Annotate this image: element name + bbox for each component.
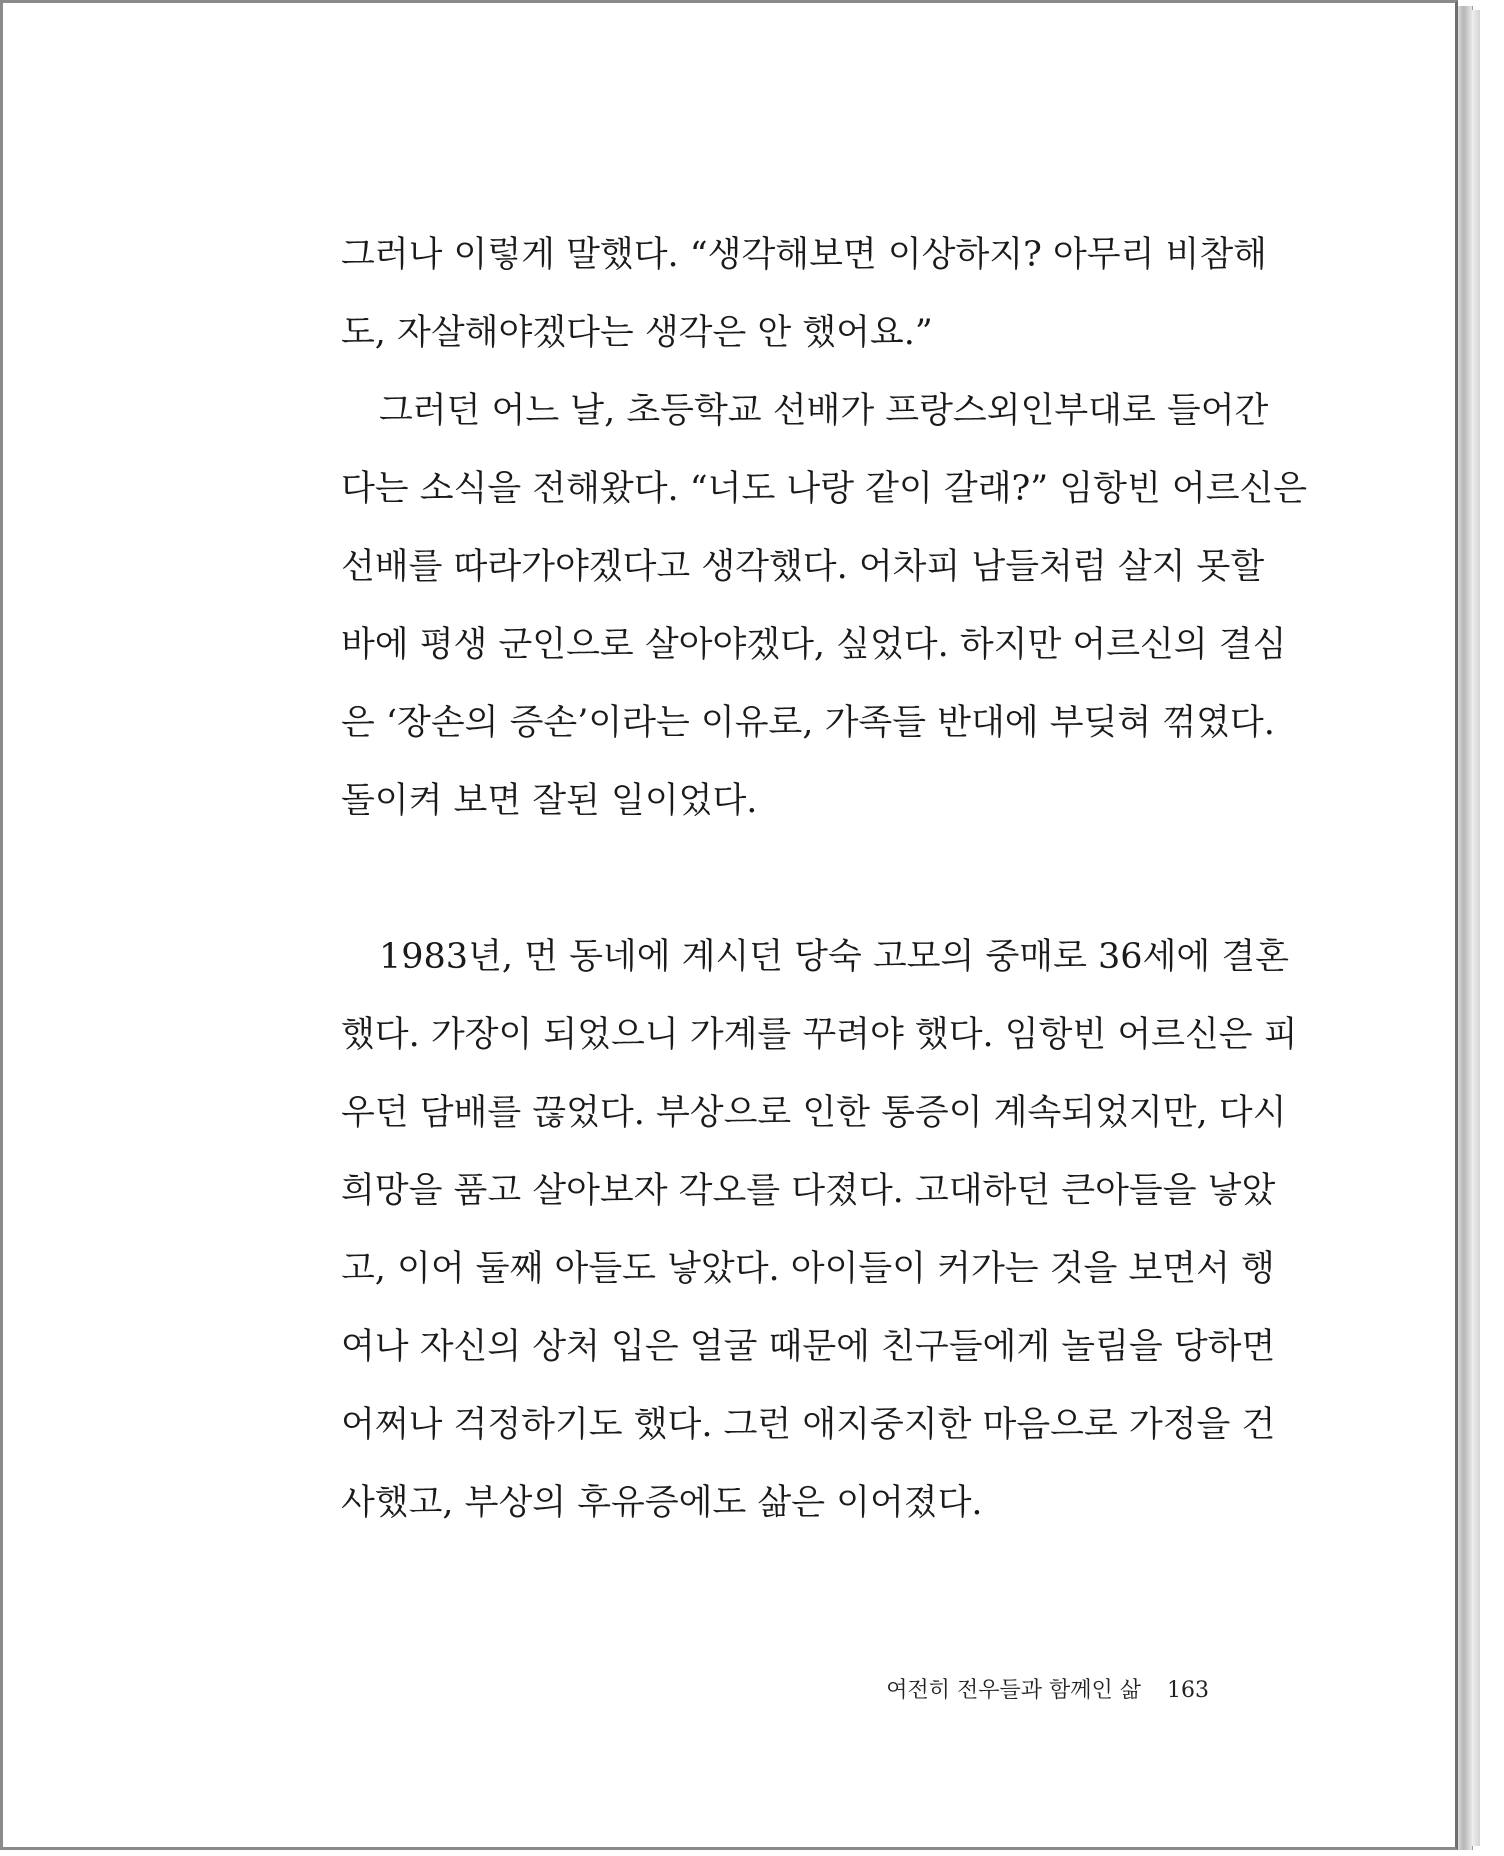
running-title: 여전히 전우들과 함께인 삶 <box>886 1678 1141 1703</box>
text-line: 1983년, 먼 동네에 계시던 당숙 고모의 중매로 36세에 결혼 <box>379 937 1289 977</box>
text-line: 어쩌나 걱정하기도 했다. 그런 애지중지한 마음으로 가정을 건 <box>341 1405 1276 1445</box>
text-line: 우던 담배를 끊었다. 부상으로 인한 통증이 계속되었지만, 다시 <box>341 1093 1287 1133</box>
text-line: 다는 소식을 전해왔다. “너도 나랑 같이 갈래?” 임항빈 어르신은 <box>341 469 1308 509</box>
text-line: 도, 자살해야겠다는 생각은 안 했어요.” <box>341 313 933 353</box>
text-line: 고, 이어 둘째 아들도 낳았다. 아이들이 커가는 것을 보면서 행 <box>341 1249 1275 1289</box>
page-edge <box>1458 6 1473 1850</box>
text-line: 희망을 품고 살아보자 각오를 다졌다. 고대하던 큰아들을 낳았 <box>341 1171 1276 1211</box>
text-line: 선배를 따라가야겠다고 생각했다. 어차피 남들처럼 살지 못할 <box>341 547 1265 587</box>
text-line: 여나 자신의 상처 입은 얼굴 때문에 친구들에게 놀림을 당하면 <box>341 1327 1276 1367</box>
text-line: 바에 평생 군인으로 살아야겠다, 싶었다. 하지만 어르신의 결심 <box>341 625 1287 665</box>
page-number: 163 <box>1167 1678 1209 1703</box>
text-line: 돌이켜 보면 잘된 일이었다. <box>341 781 758 821</box>
text-line: 은 ‘장손의 증손’이라는 이유로, 가족들 반대에 부딪혀 꺾였다. <box>341 703 1275 743</box>
text-line: 그러나 이렇게 말했다. “생각해보면 이상하지? 아무리 비참해 <box>341 235 1267 275</box>
page-edge-outer <box>1472 10 1480 1846</box>
text-line: 했다. 가장이 되었으니 가계를 꾸려야 했다. 임항빈 어르신은 피 <box>341 1015 1298 1055</box>
page-footer <box>886 1673 1209 1704</box>
text-line: 그러던 어느 날, 초등학교 선배가 프랑스외인부대로 들어간 <box>379 391 1269 431</box>
text-line: 사했고, 부상의 후유증에도 삶은 이어졌다. <box>341 1483 983 1523</box>
